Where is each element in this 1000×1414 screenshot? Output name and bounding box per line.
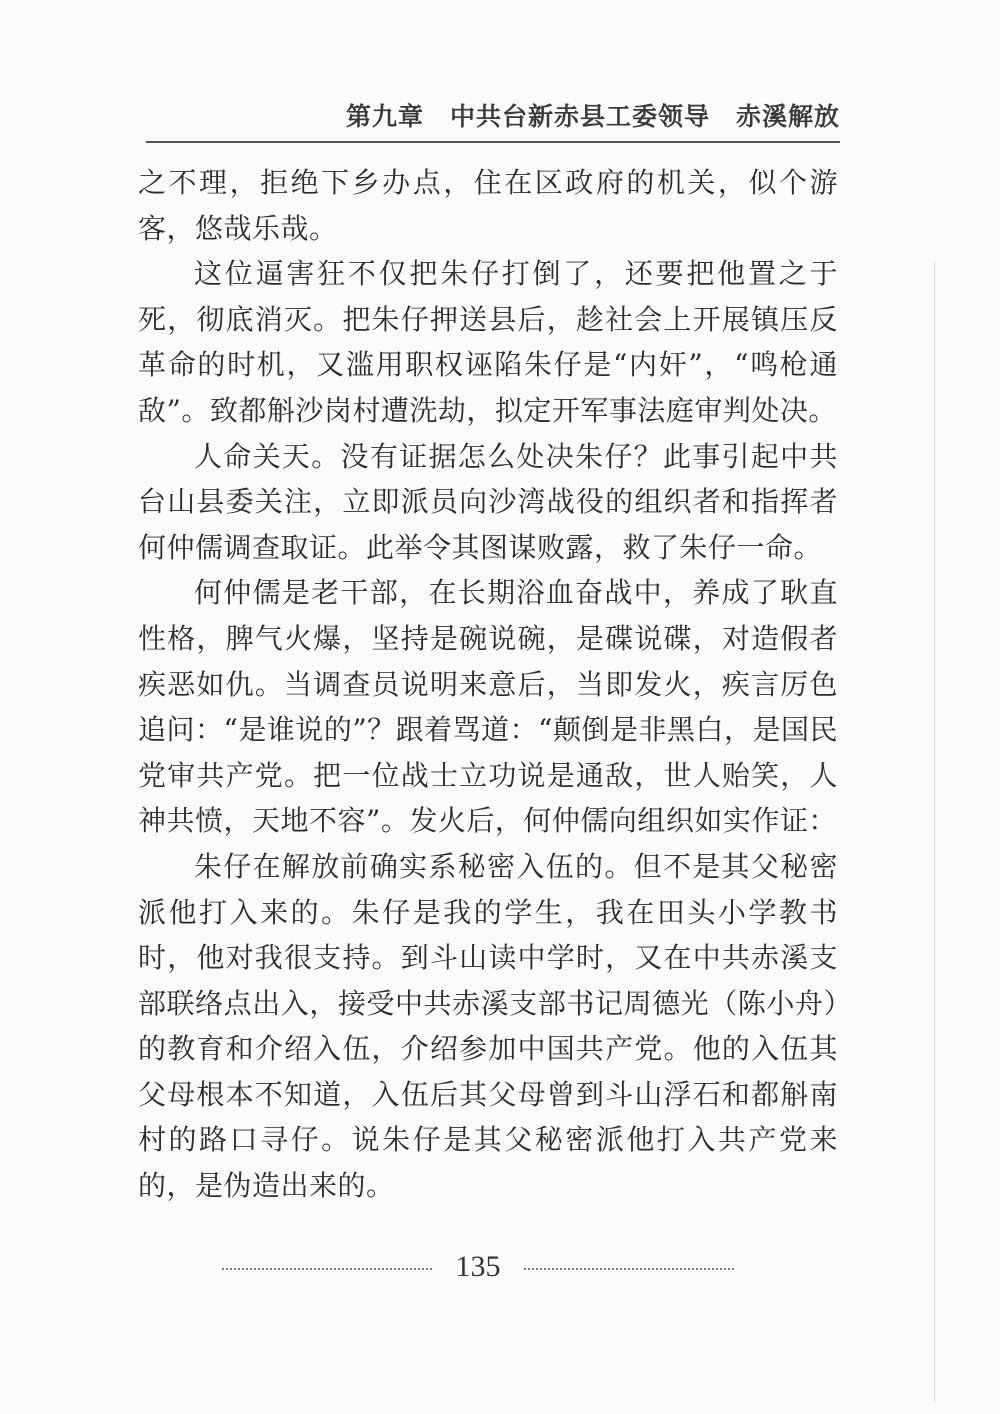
body-text	[138, 160, 838, 1209]
running-header	[146, 97, 840, 137]
paragraph-4: 何仲儒是老干部，在长期浴血奋战中，养成了耿直性格，脾气火爆，坚持是碗说碗，是碟说碟，对造假者疾恶如仇。当调查员说明来意后，当即发火，疾言厉色追问：“是谁说的”？跟着骂道：“颠倒是非黑白，是国民党审共产党。把一位战士立功说是通敌，世人贻笑，人神共愤，天地不容”。发火后，何仲儒向组织如实作证：	[138, 576, 838, 838]
paragraph-3: 人命关天。没有证据怎么处决朱仔？此事引起中共台山县委关注，立即派员向沙湾战役的组织者和指挥者何仲儒调查取证。此举令其图谋败露，救了朱仔一命。	[138, 439, 838, 564]
paragraph-2: 这位逼害狂不仅把朱仔打倒了，还要把他置之于死，彻底消灭。把朱仔押送县后，趁社会上开展镇压反革命的时机，又滥用职权诬陷朱仔是“内奸”，“鸣枪通敌”。致都斛沙岗村遭洗劫，拟定开军事法庭审判处决。	[138, 257, 838, 427]
paragraph-1: 之不理，拒绝下乡办点，住在区政府的机关，似个游客，悠哉乐哉。	[138, 166, 838, 245]
header-rule	[146, 141, 840, 143]
scan-edge-line	[934, 262, 935, 1402]
footer-rule-right	[524, 1268, 734, 1270]
paragraph-5: 朱仔在解放前确实系秘密入伍的。但不是其父秘密派他打入来的。朱仔是我的学生，我在田头小学教书时，他对我很支持。到斗山读中学时，又在中共赤溪支部联络点出入，接受中共赤溪支部书记周德光（陈小舟）的教育和介绍入伍，介绍参加中国共产党。他的入伍其父母根本不知道，入伍后其父母曾到斗山浮石和都斛南村的路口寻仔。说朱仔是其父秘密派他打入共产党来的，是伪造出来的。	[138, 849, 838, 1203]
page-footer	[222, 1248, 734, 1288]
chapter-title: 第九章 中共台新赤县工委领导 赤溪解放	[345, 102, 840, 131]
page-number: 135	[455, 1250, 501, 1283]
